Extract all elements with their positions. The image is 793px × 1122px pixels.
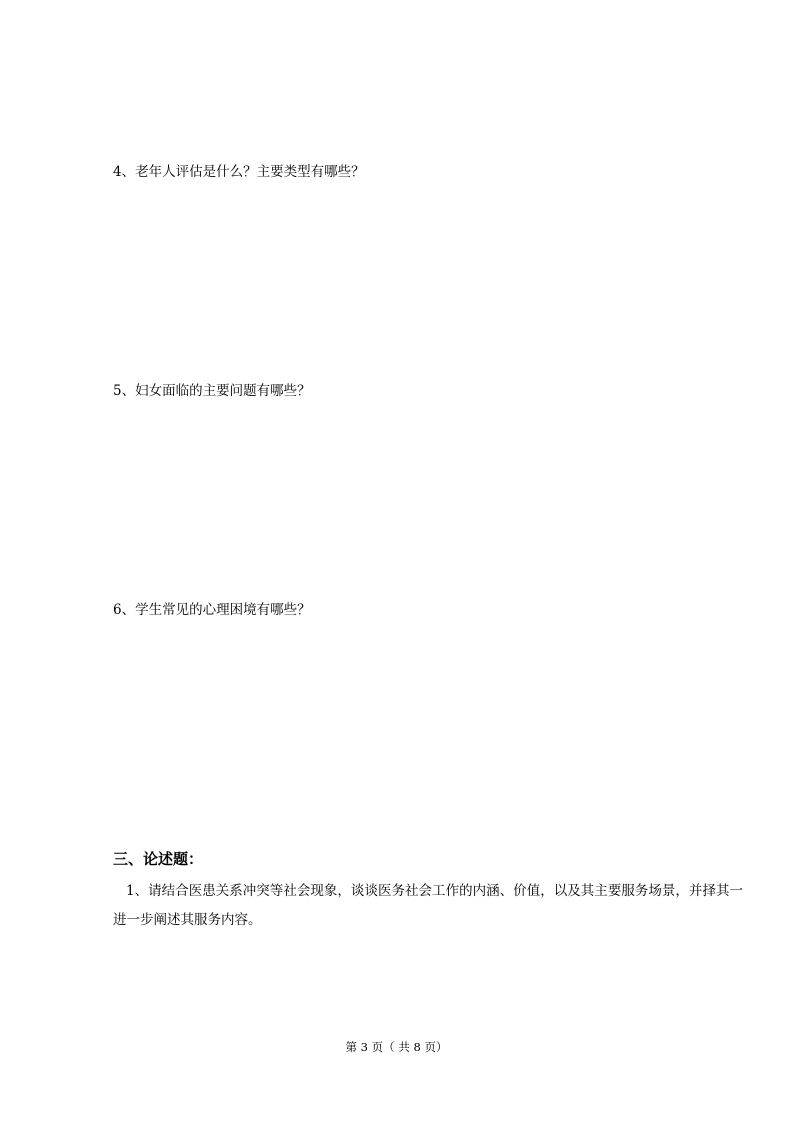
section-title-essay: 三、论述题： (113, 850, 204, 868)
question-6: 6、学生常见的心理困境有哪些？ (113, 602, 311, 618)
page-footer: 第 3 页（ 共 8 页） (345, 1040, 448, 1054)
question-4: 4、老年人评估是什么？主要类型有哪些？ (113, 164, 365, 180)
question-5: 5、妇女面临的主要问题有哪些？ (113, 383, 311, 399)
essay-question-1: 1、请结合医患关系冲突等社会现象，谈谈医务社会工作的内涵、价值，以及其主要服务场景，并择其一进一步阐述其服务内容。 (113, 883, 743, 928)
